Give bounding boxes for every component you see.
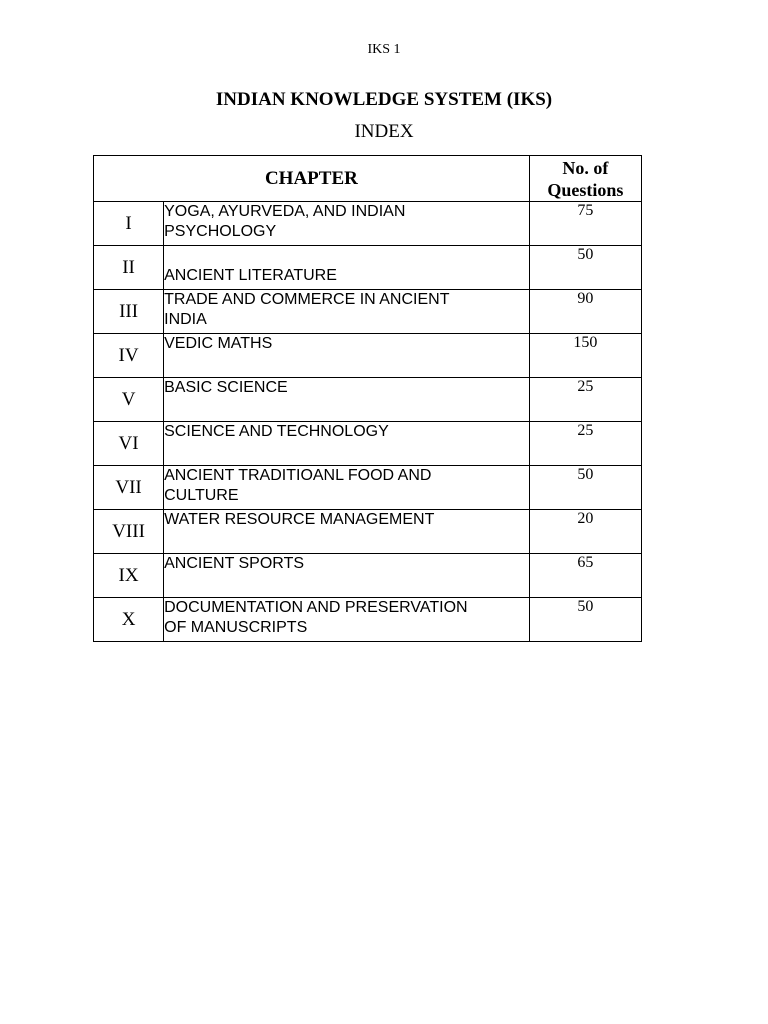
table-header-row [94,156,642,202]
chapter-number: I [94,202,164,246]
table-row [94,378,642,422]
chapter-number: V [94,378,164,422]
table-row [94,290,642,334]
table-row [94,422,642,466]
table-row [94,334,642,378]
question-count: 25 [529,422,641,466]
chapter-title: SCIENCE AND TECHNOLOGY [164,422,530,466]
chapter-number: IX [94,554,164,598]
chapter-title: BASIC SCIENCE [164,378,530,422]
chapter-title: WATER RESOURCE MANAGEMENT [164,510,530,554]
chapter-number: II [94,246,164,290]
table-row [94,510,642,554]
question-count: 50 [529,598,641,642]
question-count: 90 [529,290,641,334]
chapter-title: ANCIENT SPORTS [164,554,530,598]
table-row [94,246,642,290]
document-title: INDIAN KNOWLEDGE SYSTEM (IKS) [215,89,553,110]
question-count: 65 [529,554,641,598]
question-count: 50 [529,246,641,290]
questions-column-header: No. of Questions [529,156,641,202]
chapter-title: ANCIENT LITERATURE [164,246,530,290]
question-count: 150 [529,334,641,378]
table-row [94,554,642,598]
chapter-title: YOGA, AYURVEDA, AND INDIAN PSYCHOLOGY [164,202,530,246]
question-count: 50 [529,466,641,510]
chapter-number: X [94,598,164,642]
question-count: 25 [529,378,641,422]
chapter-title: DOCUMENTATION AND PRESERVATION OF MANUSCRIPTS [164,598,530,642]
question-count: 20 [529,510,641,554]
chapter-number: VIII [94,510,164,554]
chapter-number: VII [94,466,164,510]
document-subtitle: INDEX [354,121,414,142]
table-row [94,466,642,510]
page-header-code: IKS 1 [367,42,401,57]
chapter-number: VI [94,422,164,466]
chapter-number: III [94,290,164,334]
chapter-title: ANCIENT TRADITIOANL FOOD AND CULTURE [164,466,530,510]
table-row [94,598,642,642]
question-count: 75 [529,202,641,246]
index-table [93,155,642,642]
chapter-title: TRADE AND COMMERCE IN ANCIENT INDIA [164,290,530,334]
chapter-column-header: CHAPTER [94,156,530,202]
chapter-title: VEDIC MATHS [164,334,530,378]
table-row [94,202,642,246]
chapter-number: IV [94,334,164,378]
